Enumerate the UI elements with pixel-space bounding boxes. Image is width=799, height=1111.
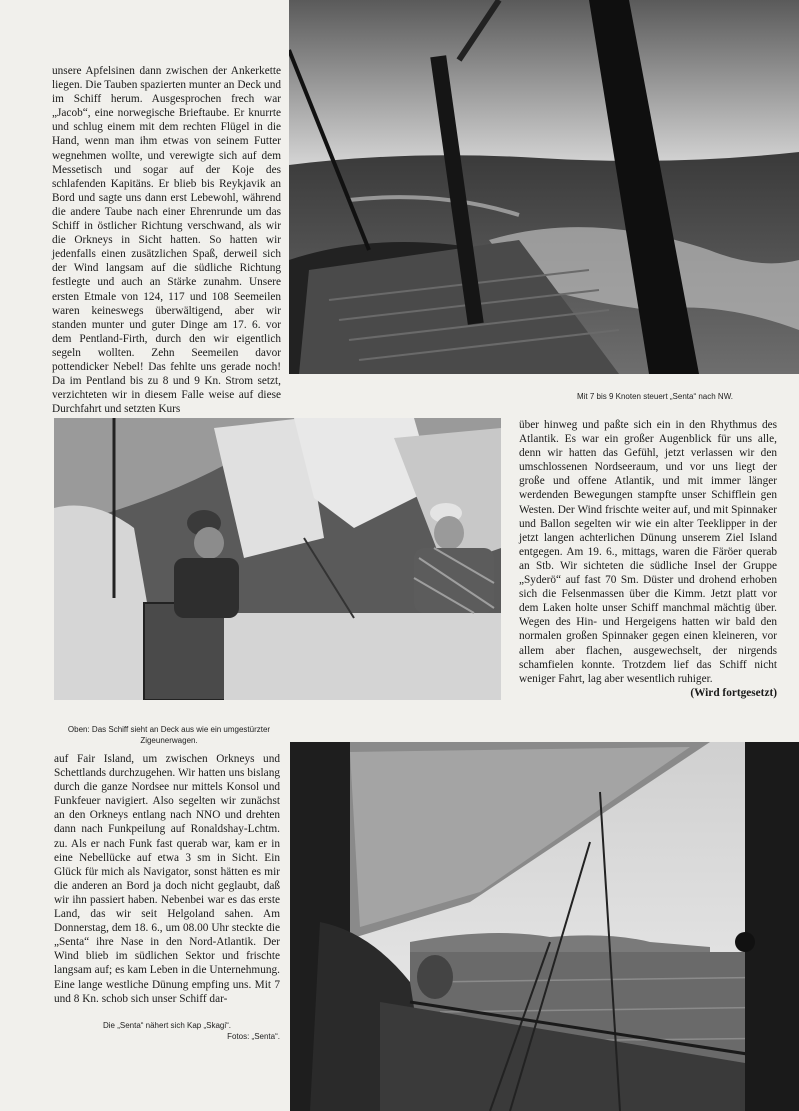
caption-top-photo: Mit 7 bis 9 Knoten steuert „Senta“ nach NW. (576, 392, 734, 401)
photo-credit: Fotos: „Senta“. (227, 1032, 280, 1041)
column-3-text: auf Fair Island, um zwischen Orkneys und Schettlands durchzugehen. Wir hatten uns bislang durch die ganze Nordsee nur mittels Konsol und Funkfeuer navigiert. Also segelten wir zunächst an den Orkneys entlang nach NNO und drehten dann nach Funkpeilung auf Ronaldshay-Lchtm. zu. Als er nach Funk fast querab war, kam er in eine Nebellücke auf etwa 3 sm in Sicht. Ein Glück für mich als Navigator, sonst hätten es mir die anderen an Bord ja doch nicht geglaubt, daß wir ihn passiert haben. Nebenbei war es das erste Land, das wir seit Helgoland sahen. Am Donnerstag, dem 18. 6., um 08.00 Uhr steckte die „Senta“ ihre Nase in den Nord-Atlantik. Der Wind blieb im südlichen Sektor und frischte langsam auf; es kam Leben in die Unternehmung. Eine lange westliche Dünung empfing uns. Mit 7 und 8 Kn. schob sich unser Schiff dar- (54, 753, 280, 1005)
column-1-text: unsere Apfelsinen dann zwischen der Ankerkette liegen. Die Tauben spazierten munter an Deck und im Schiff herum. Ausgesprochen frech war „Jacob“, eine norwegische Brieftaube. Er knurrte und schlug einem mit dem rechten Flügel in die Hand, wenn man ihm etwas von seinem Futter wegnehmen wollte, und verewigte sich auf dem Messetisch und sogar auf der Koje des schlafenden Kapitäns. Er blieb bis Reykjavik an Bord und sagte uns dann erst Lebewohl, während die andere Taube nach einer Ehrenrunde um das Schiff in östlicher Richtung verschwand, als wir die Orkneys in Sicht hatten. So hatten wir jedenfalls einen zusätzlichen Spaß, derweil sich der Wind langsam auf die südliche Richtung festlegte und auch an Stärke zunahm. Unsere ersten Etmale von 124, 117 und 108 Seemeilen waren keineswegs überwältigend, aber wir standen munter und guter Dinge am 17. 6. vor dem Pentland-Firth, durch den wir eigentlich segeln wollten. Zehn Seemeilen davor pottendicker Nebel! Das fehlte uns gerade noch! Da im Pentland bis zu 8 und 9 Kn. Strom setzt, verzichteten wir in diesem Falle weise auf diese Durchfahrt und setzten Kurs (52, 65, 281, 416)
photo-crew-on-deck (54, 418, 501, 700)
caption-bottom-line-1: Die „Senta“ nähert sich Kap „Skagi“. (102, 1021, 232, 1030)
photo-sails-coast (290, 742, 799, 1111)
caption-middle-photo: Oben: Das Schiff sieht an Deck aus wie ein umgestürzter Zigeunerwagen. (67, 725, 271, 745)
article-column-1 (52, 64, 281, 416)
caption-bottom-photo (54, 1020, 280, 1042)
column-2-text: über hinweg und paßte sich ein in den Rhythmus des Atlantik. Es war ein großer Augenblick für uns alle, denn wir hatten das Gefühl, jetzt verlassen wir den umschlossenen Nordseeraum, und vor uns liegt der große und offene Atlantik, und mit immer länger werdenden Bewegungen stampfte unser Schifflein gen Westen. Der Wind frischte weiter auf, und mit Spinnaker und Ballon segelten wir wie ein alter Teeklipper in der jetzt langen achterlichen Dünung unserem Ziel Island entgegen. Am 19. 6., mittags, waren die Färöer querab an Stb. Wir sichteten die südliche Insel der Gruppe „Syderö“ auf fast 70 Sm. Düster und drohend erhoben sich die Felsenmassen über die Kimm. Jetzt platt vor dem Laken holte unser Schiff manchmal mächtig über. Wegen des Hin- und Hergeigens hatten wir bald den normalen großen Spinnaker gegen einen kleineren, vor allem aber flachen, ausgewechselt, der nirgends schamfielen konnte. Trotzdem lief das Schiff nicht weniger Fahrt, lag aber wesentlich ruhiger. (519, 419, 777, 685)
photo-bow-rough-sea (289, 0, 799, 374)
article-column-2 (519, 418, 777, 700)
article-column-3 (54, 752, 280, 1006)
continued-note: (Wird fortgesetzt) (690, 686, 777, 699)
